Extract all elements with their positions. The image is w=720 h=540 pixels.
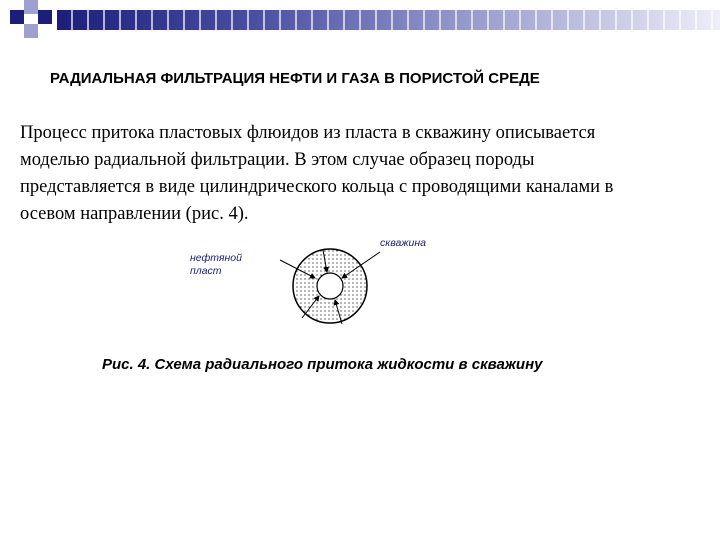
oil-layer-label [190, 252, 242, 278]
paragraph-line: Процесс притока пластовых флюидов из пласта в скважину описывается [20, 123, 596, 143]
oil-layer-label-line: пласт [190, 265, 222, 277]
header-decoration [0, 0, 720, 40]
well-circle [317, 273, 343, 299]
body-paragraph [20, 120, 700, 228]
slide-title: РАДИАЛЬНАЯ ФИЛЬТРАЦИЯ НЕФТИ И ГАЗА В ПОРИСТОЙ СРЕДЕ [50, 70, 540, 87]
well-label: скважина [380, 237, 426, 249]
paragraph-line: моделью радиальной фильтрации. В этом случае образец породы [20, 150, 535, 170]
header-square-dark-2 [38, 10, 52, 24]
header-square-light [24, 0, 38, 14]
paragraph-line: осевом направлении (рис. 4). [20, 204, 249, 224]
header-square-light-2 [24, 24, 38, 38]
header-gradient-bar [57, 10, 720, 30]
header-square-dark [10, 10, 24, 24]
oil-layer-label-line: нефтяной [190, 252, 242, 264]
paragraph-line: представляется в виде цилиндрического кольца с проводящими каналами в [20, 177, 614, 197]
figure-caption: Рис. 4. Схема радиального притока жидкости в скважину [102, 356, 543, 373]
